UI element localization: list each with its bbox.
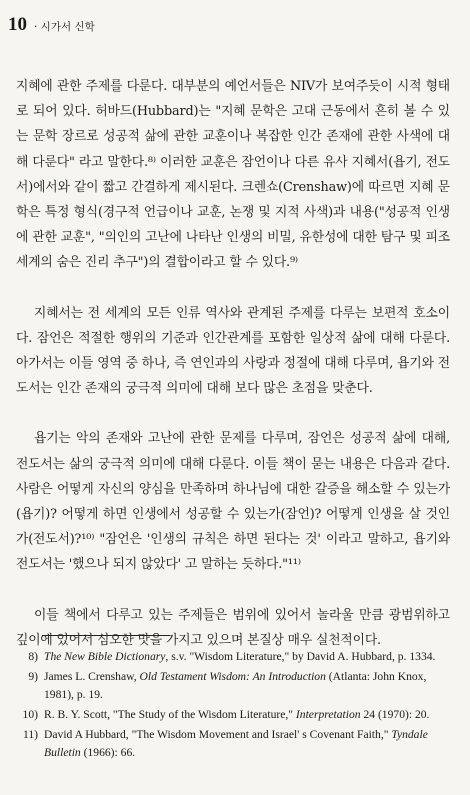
paragraph: 지혜서는 전 세계의 모든 인류 역사와 관계된 주제를 다루는 보편적 호소이다. 잠언은 적절한 행위의 기준과 인간관계를 포함한 일상적 삶에 대해 다룬다. 아가서는 이들 영역 중 하나, 즉 연인과의 사랑과 정절에 대해 다루며, 욥기와 전도서는 인간 존재의 궁극적 의미에 대해 보다 많은 초점을 맞춘다. <box>16 305 450 397</box>
footnote-title: Tyndale Bulletin <box>44 728 428 759</box>
footnote <box>16 726 450 762</box>
footnote-rest: 24 (1970): 20. <box>360 708 430 721</box>
footnote-number: 11) <box>22 728 38 741</box>
footnote-number: 10) <box>22 708 38 721</box>
main-text <box>16 74 450 653</box>
footnote-rest: , s.v. "Wisdom Literature," by David A. Hubbard, p. 1334. <box>165 650 436 663</box>
footnote-rest: (Atlanta: John Knox, 1981), p. 19. <box>44 670 427 701</box>
footnote <box>16 706 450 724</box>
paragraph: 지혜에 관한 주제를 다룬다. 대부분의 예언서들은 NIV가 보여주듯이 시적 형태로 되어 있다. 허바드(Hubbard)는 "지혜 문학은 고대 근동에서 흔히 볼 수 있는 문학 장르로 성공적 삶에 관한 교훈이나 복잡한 인간 존재에 관한 사색에 대해 다룬다" 라고 말한다.⁸⁾ 이러한 교훈은 잠언이나 다른 유사 지혜서(욥기, 전도서)에서와 같이 짧고 간결하게 제시된다. 크렌쇼(Crenshaw)에 따르면 지혜 문학은 특정 형식(경구적 언급이나 교훈, 논쟁 및 지적 사색)과 내용("성공적 인생에 관한 교훈", "의인의 고난에 나타난 인생의 비밀, 유한성에 대한 탐구 및 피조 세계의 숨은 진리 추구")의 결합이라고 할 수 있다.⁹⁾ <box>16 79 450 271</box>
running-title: · 시가서 신학 <box>34 21 95 33</box>
paragraph: 이들 책에서 다루고 있는 주제들은 범위에 있어서 놀라울 만큼 광범위하고 깊이에 있어서 심오한 맛을 가지고 있으며 본질상 매우 실천적이다. <box>16 607 450 648</box>
paragraph: 욥기는 악의 존재와 고난에 관한 문제를 다루며, 잠언은 성공적 삶에 대해, 전도서는 삶의 궁극적 의미에 대해 다룬다. 이들 책이 묻는 내용은 다음과 같다. 사람은 어떻게 자신의 양심을 만족하며 하나님에 대한 갈증을 해소할 수 있는가(욥기)? 어떻게 하면 인생에서 성공할 수 있는가(잠언)? 어떻게 인생을 살 것인가(전도서)?¹⁰⁾ "잠언은 '인생의 규칙은 하면 된다는 것' 이라고 말하고, 욥기와 전도서는 '했으나 되지 않았다' 고 말하는 듯하다."¹¹⁾ <box>16 431 450 573</box>
footnote-title: Old Testament Wisdom: An Introduction <box>139 670 326 683</box>
footnote-title: The New Bible Dictionary <box>44 650 166 663</box>
footnote-author: David A Hubbard, "The Wisdom Movement and Israel' s Covenant Faith," <box>44 728 392 741</box>
footnote-number: 8) <box>28 650 38 663</box>
footnote-title: Interpretation <box>295 708 361 721</box>
footnote-number: 9) <box>28 670 38 683</box>
page-number: 10 <box>8 14 27 35</box>
footnote <box>16 668 450 704</box>
footnote-rest: (1966): 66. <box>80 746 136 759</box>
footnote-divider <box>42 635 170 636</box>
footnotes <box>16 648 450 764</box>
footnote <box>16 648 450 666</box>
footnote-author: James L. Crenshaw, <box>44 670 140 683</box>
footnote-author: R. B. Y. Scott, "The Study of the Wisdom Literature," <box>44 708 296 721</box>
page-header <box>8 14 95 36</box>
